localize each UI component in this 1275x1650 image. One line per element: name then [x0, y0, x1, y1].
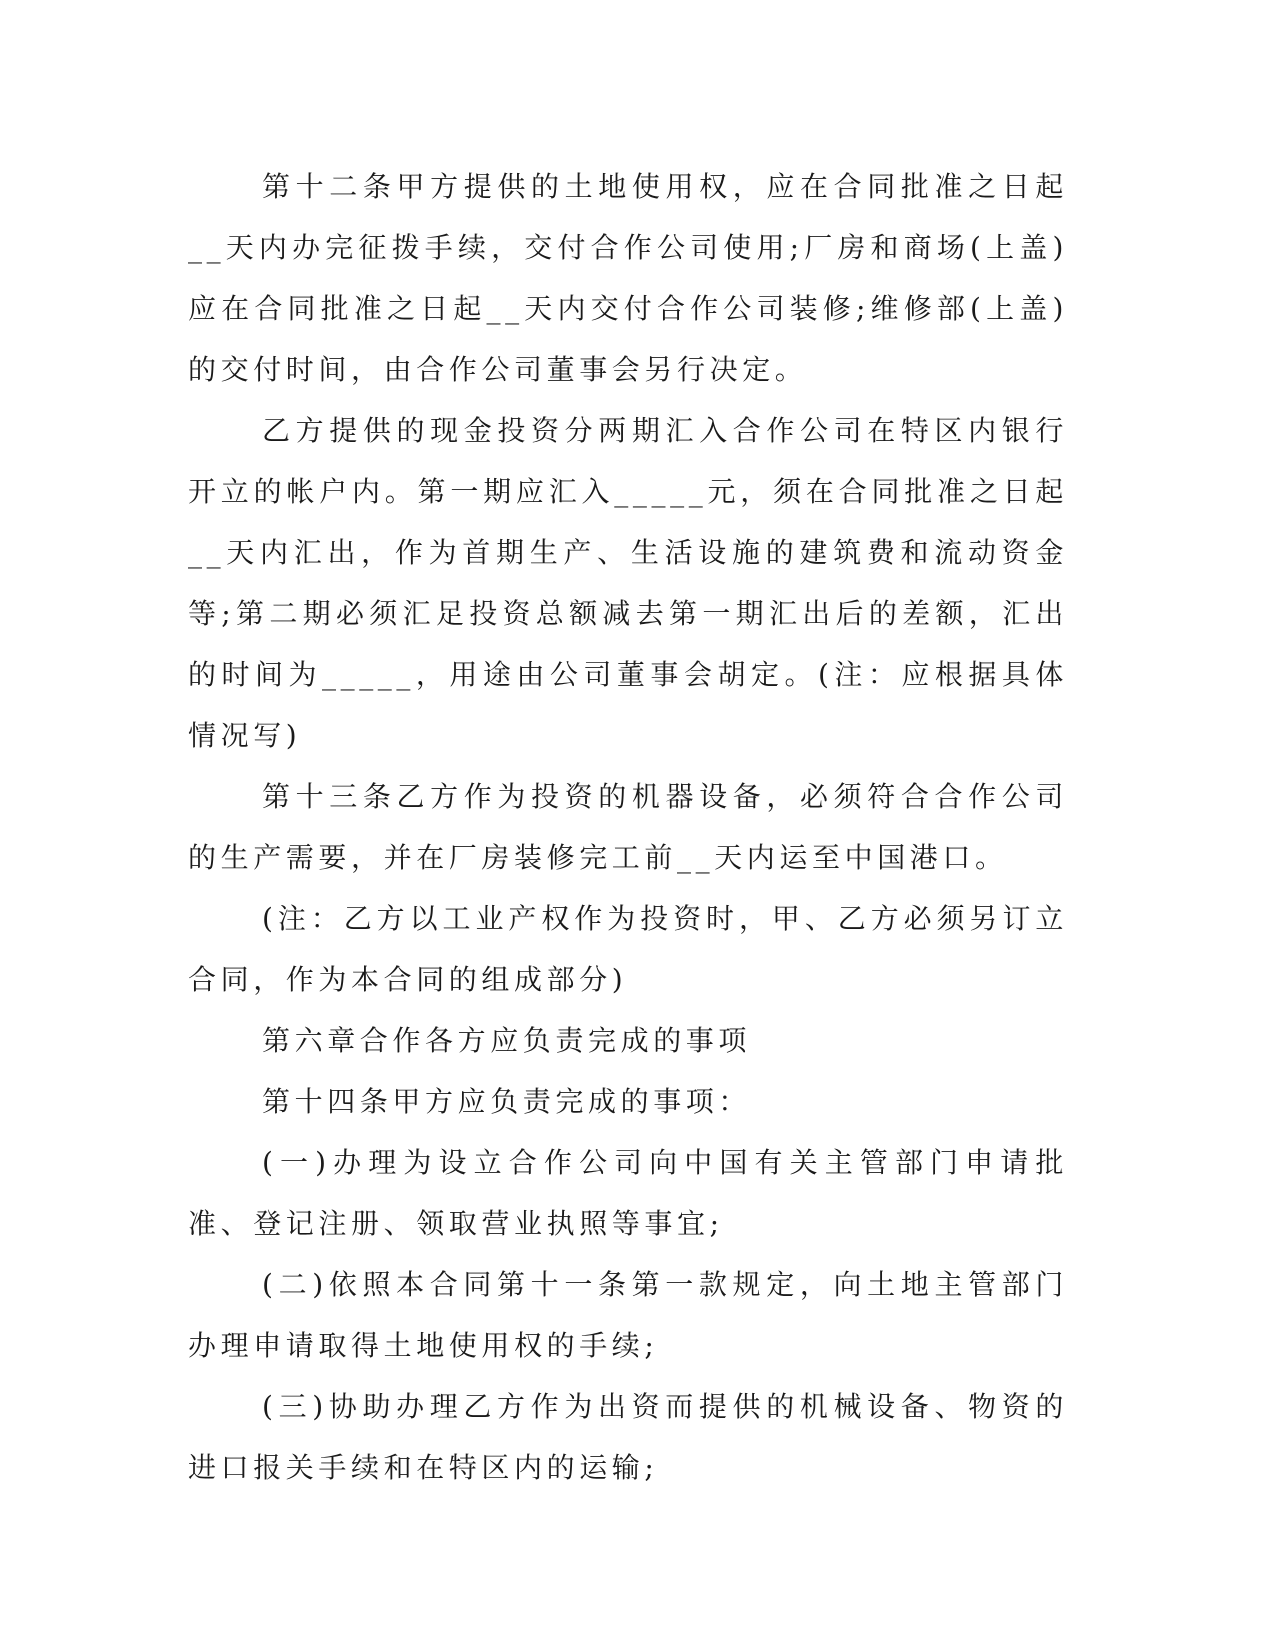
list-item-3: (三)协助办理乙方作为出资而提供的机械设备、物资的进口报关手续和在特区内的运输; [188, 1390, 1068, 1484]
paragraph-cash-investment: 乙方提供的现金投资分两期汇入合作公司在特区内银行开立的帐户内。第一期应汇入_____元，须在合同批准之日起__天内汇出，作为首期生产、生活设施的建筑费和流动资金等;第二期必须汇足投资总额减去第一期汇出后的差额，汇出的时间为_____，用途由公司董事会胡定。(注：应根据具体情况写) [188, 414, 1068, 752]
chapter-heading-6: 第六章合作各方应负责完成的事项 [262, 1024, 752, 1057]
paragraph-note-industrial-property: (注：乙方以工业产权作为投资时，甲、乙方必须另订立合同，作为本合同的组成部分) [188, 902, 1068, 996]
document-page [188, 156, 1068, 1498]
paragraph-article-13: 第十三条乙方作为投资的机器设备，必须符合合作公司的生产需要，并在厂房装修完工前__天内运至中国港口。 [188, 780, 1068, 874]
paragraph-article-12: 第十二条甲方提供的土地使用权，应在合同批准之日起__天内办完征拨手续，交付合作公司使用;厂房和商场(上盖)应在合同批准之日起__天内交付合作公司装修;维修部(上盖)的交付时间，由合作公司董事会另行决定。 [188, 170, 1068, 386]
list-item-2: (二)依照本合同第十一条第一款规定，向土地主管部门办理申请取得土地使用权的手续; [188, 1268, 1068, 1362]
list-item-1: (一)办理为设立合作公司向中国有关主管部门申请批准、登记注册、领取营业执照等事宜; [188, 1146, 1068, 1240]
paragraph-article-14: 第十四条甲方应负责完成的事项： [262, 1085, 752, 1118]
